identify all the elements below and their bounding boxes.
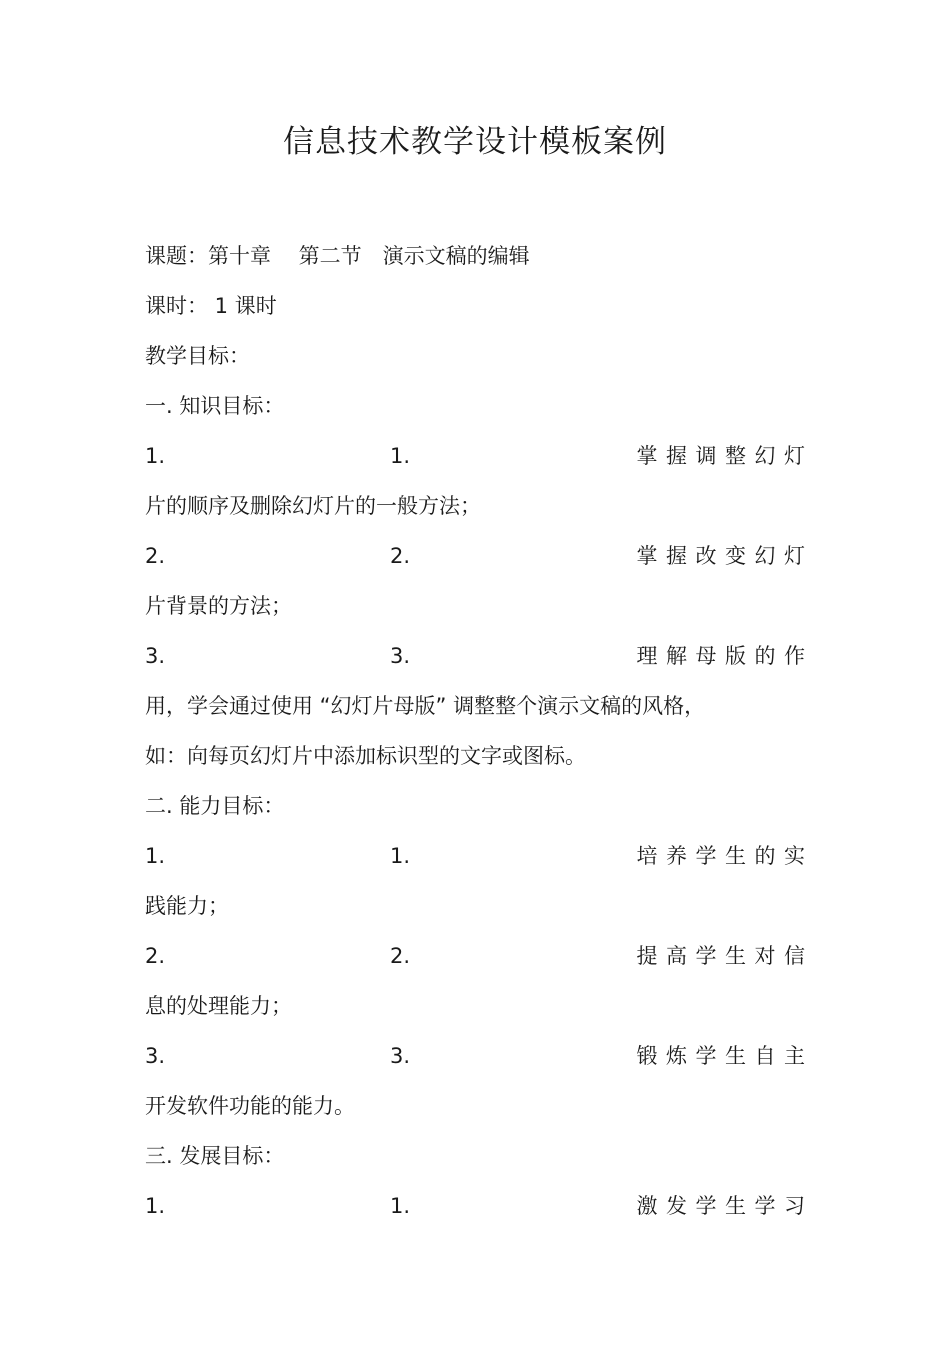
item-text: 锻炼学生自主 [636, 1044, 814, 1068]
item-continuation: 如：向每页幻灯片中添加标识型的文字或图标。 [145, 744, 586, 768]
item-number: 2. [145, 544, 166, 568]
list-item [145, 541, 814, 571]
item-text: 理解母版的作 [636, 644, 814, 668]
goals-heading: 教学目标： [145, 344, 250, 368]
item-number: 3. [145, 644, 166, 668]
list-item [145, 641, 814, 671]
list-item [145, 841, 814, 871]
item-continuation: 开发软件功能的能力。 [145, 1094, 355, 1118]
item-sub-number: 2. [390, 944, 411, 968]
item-number: 1. [145, 444, 166, 468]
item-continuation: 用，学会通过使用 “幻灯片母版” 调整整个演示文稿的风格， [145, 694, 706, 718]
section-heading-knowledge: 一. 知识目标： [145, 394, 285, 418]
item-number: 1. [145, 1194, 166, 1218]
item-text: 培养学生的实 [636, 844, 814, 868]
item-sub-number: 1. [390, 844, 411, 868]
item-text: 激发学生学习 [636, 1194, 814, 1218]
item-continuation: 片的顺序及删除幻灯片的一般方法； [145, 494, 481, 518]
item-number: 1. [145, 844, 166, 868]
section-heading-ability: 二. 能力目标： [145, 794, 285, 818]
list-item [145, 1191, 814, 1221]
list-item [145, 941, 814, 971]
hours-line: 课时： 1 课时 [145, 294, 277, 318]
item-sub-number: 3. [390, 1044, 411, 1068]
item-sub-number: 1. [390, 444, 411, 468]
item-continuation: 践能力； [145, 894, 229, 918]
item-sub-number: 3. [390, 644, 411, 668]
item-text: 掌握改变幻灯 [636, 544, 814, 568]
item-text: 提高学生对信 [636, 944, 814, 968]
page-title: 信息技术教学设计模板案例 [283, 124, 667, 160]
list-item [145, 1041, 814, 1071]
list-item [145, 441, 814, 471]
item-continuation: 片背景的方法； [145, 594, 292, 618]
item-sub-number: 1. [390, 1194, 411, 1218]
item-sub-number: 2. [390, 544, 411, 568]
section-heading-development: 三. 发展目标： [145, 1144, 285, 1168]
item-continuation: 息的处理能力； [145, 994, 292, 1018]
item-number: 2. [145, 944, 166, 968]
item-text: 掌握调整幻灯 [636, 444, 814, 468]
item-number: 3. [145, 1044, 166, 1068]
topic-line: 课题：第十章 第二节 演示文稿的编辑 [145, 244, 530, 268]
